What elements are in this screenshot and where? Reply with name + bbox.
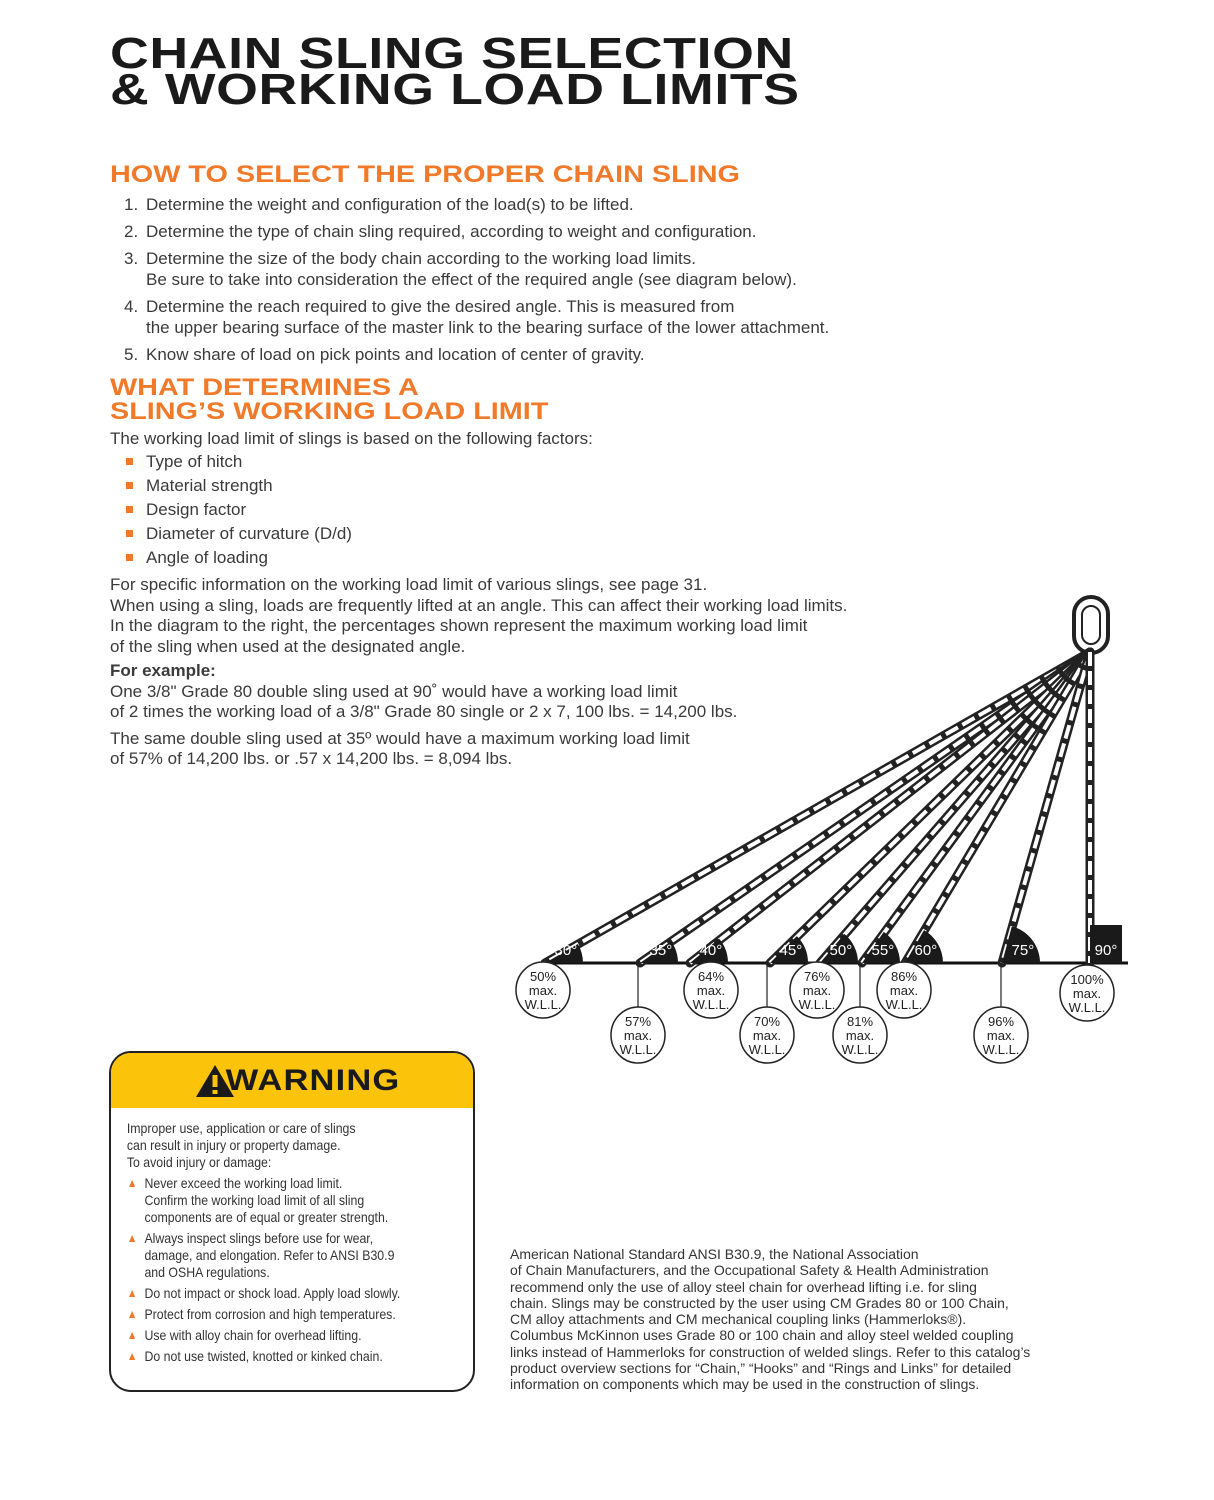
warning-item — [127, 1175, 461, 1226]
para-line: In the diagram to the right, the percentages shown represent the maximum working load limit — [110, 616, 808, 635]
warning-item-line: damage, and elongation. Refer to ANSI B30.9 — [144, 1247, 395, 1263]
warning-item-line: Use with alloy chain for overhead lifting. — [144, 1327, 362, 1343]
warning-intro-line: Improper use, application or care of slings — [126, 1120, 356, 1136]
step-num: 3. — [124, 249, 139, 268]
example-label: For example: — [110, 661, 216, 680]
wll-bubble-text: W.L.L. — [619, 1042, 657, 1057]
triangle-bullet-icon: ▲ — [126, 1286, 138, 1300]
angle-label: 40° — [699, 942, 723, 959]
ansi-line: links instead of Hammerloks for construction of welded slings. Refer to this catalog’s — [510, 1343, 1031, 1360]
triangle-bullet-icon: ▲ — [126, 1231, 138, 1245]
ansi-line: chain. Slings may be constructed by the user using CM Grades 80 or 100 Chain, — [510, 1294, 1009, 1311]
angle-label: 75° — [1011, 942, 1035, 959]
wll-bubble-text: W.L.L. — [885, 997, 923, 1012]
wll-bubble-text: W.L.L. — [692, 997, 730, 1012]
angle-label: 45° — [779, 942, 803, 959]
triangle-bullet-icon: ▲ — [126, 1349, 138, 1363]
step-num: 1. — [124, 195, 139, 214]
wll-bubble-text: W.L.L. — [841, 1042, 879, 1057]
step-num: 4. — [124, 297, 139, 316]
factor-text: Angle of loading — [146, 548, 268, 567]
angle-label: 35° — [649, 942, 673, 959]
wll-bubble-text: max. — [986, 1028, 1016, 1043]
step-text: Determine the size of the body chain according to the working load limits. — [146, 249, 696, 268]
wll-bubble-text: 96% — [987, 1014, 1015, 1029]
step-num: 2. — [124, 222, 139, 241]
ansi-line: information on components which may be used in the construction of slings. — [510, 1376, 980, 1393]
warning-item-line: Protect from corrosion and high temperatures. — [144, 1306, 396, 1322]
warning-item-line: Never exceed the working load limit. — [144, 1175, 343, 1191]
step-text: Determine the reach required to give the desired angle. This is measured from — [146, 297, 735, 316]
step-text: Determine the weight and configuration of the load(s) to be lifted. — [146, 195, 634, 214]
step-text: Be sure to take into consideration the effect of the required angle (see diagram below). — [146, 270, 797, 289]
wll-bubble-text: max. — [528, 983, 558, 998]
warning-body — [111, 1108, 475, 1365]
factor-text: Design factor — [146, 500, 247, 519]
factor-text: Diameter of curvature (D/d) — [146, 524, 352, 543]
wll-bubble-text: 86% — [890, 969, 918, 984]
step-text: the upper bearing surface of the master link to the bearing surface of the lower attachment. — [146, 318, 830, 337]
master-link-inner — [1082, 606, 1100, 644]
wll-bubble-text: 57% — [624, 1014, 652, 1029]
triangle-bullet-icon: ▲ — [126, 1176, 138, 1190]
para-line: of the sling when used at the designated angle. — [110, 636, 466, 656]
warning-title: WARNING — [225, 1063, 401, 1097]
example-line: The same double sling used at 35º would have a maximum working load limit — [110, 728, 690, 748]
para-line: When using a sling, loads are frequently lifted at an angle. This can affect their working load limits. — [110, 595, 848, 615]
wll-bubble-text: 100% — [1070, 972, 1104, 987]
wll-bubble-text: W.L.L. — [748, 1042, 786, 1057]
wll-heading-line-2: SLING’S WORKING LOAD LIMIT — [110, 398, 549, 425]
wll-bubble-text: W.L.L. — [1068, 1000, 1106, 1015]
warning-item-line: Confirm the working load limit of all sling — [144, 1192, 365, 1208]
ansi-line: American National Standard ANSI B30.9, the National Association — [510, 1246, 919, 1262]
step-text: Determine the type of chain sling required, according to weight and configuration. — [146, 222, 757, 241]
warning-item-line: Always inspect slings before use for wear, — [144, 1230, 374, 1246]
wll-bubble-text: max. — [752, 1028, 782, 1043]
ansi-line: Columbus McKinnon uses Grade 80 or 100 chain and alloy steel welded coupling — [510, 1327, 1014, 1344]
wll-bubble-text: max. — [889, 983, 919, 998]
warning-item-line: Do not impact or shock load. Apply load slowly. — [144, 1285, 401, 1301]
angle-label: 90° — [1094, 942, 1118, 959]
para-line: For specific information on the working load limit of various slings, see page 31. — [110, 575, 708, 594]
warning-box — [109, 1051, 475, 1392]
angle-label: 55° — [871, 942, 895, 959]
example-line: of 57% of 14,200 lbs. or .57 x 14,200 lbs. = 8,094 lbs. — [110, 749, 513, 768]
wll-bubble-text: W.L.L. — [524, 997, 562, 1012]
example-line: One 3/8" Grade 80 double sling used at 90˚ would have a working load limit — [110, 681, 678, 701]
factor-text: Material strength — [146, 476, 273, 495]
wll-bubble-text: W.L.L. — [982, 1042, 1020, 1057]
wll-bubble-text: 50% — [529, 969, 557, 984]
title-line-1: CHAIN SLING SELECTION — [110, 29, 794, 78]
wll-bubble-text: max. — [845, 1028, 875, 1043]
step-text: Know share of load on pick points and location of center of gravity. — [146, 345, 645, 364]
warning-item-line: and OSHA regulations. — [144, 1264, 270, 1280]
ansi-line: product overview sections for “Chain,” “Hooks” and “Rings and Links” for detailed — [510, 1360, 1012, 1377]
warning-item — [127, 1327, 461, 1344]
warning-intro-line: can result in injury or property damage. — [126, 1137, 341, 1153]
wll-bubble-text: 76% — [803, 969, 831, 984]
angle-label: 50° — [829, 942, 853, 959]
factor-text: Type of hitch — [146, 452, 243, 471]
ansi-line: of Chain Manufacturers, and the Occupational Safety & Health Administration — [510, 1262, 989, 1279]
wll-intro: The working load limit of slings is based on the following factors: — [110, 429, 593, 448]
wll-bubble-text: max. — [696, 983, 726, 998]
warning-item — [127, 1285, 461, 1302]
warning-item — [127, 1348, 461, 1365]
warning-item — [127, 1230, 461, 1281]
step-num: 5. — [124, 345, 139, 364]
title-line-2: & WORKING LOAD LIMITS — [110, 65, 800, 114]
angle-label: 60° — [914, 942, 938, 959]
wll-bubble-text: W.L.L. — [798, 997, 836, 1012]
warning-header — [111, 1053, 473, 1108]
warning-list — [127, 1175, 461, 1365]
wll-bubble-text: max. — [623, 1028, 653, 1043]
angle-group-90 — [1060, 652, 1122, 1021]
wll-bubble-text: max. — [1072, 986, 1102, 1001]
wll-bubble-text: 64% — [697, 969, 725, 984]
triangle-bullet-icon: ▲ — [126, 1307, 138, 1321]
example-line: of 2 times the working load of a 3/8" Grade 80 single or 2 x 7, 100 lbs. = 14,200 lbs. — [110, 702, 738, 721]
warning-item-line: Do not use twisted, knotted or kinked chain. — [144, 1348, 383, 1364]
ansi-line: recommend only the use of alloy steel chain for overhead lifting i.e. for sling — [510, 1278, 977, 1295]
angle-group-35 — [611, 652, 1090, 1063]
wll-bubble-text: 70% — [753, 1014, 781, 1029]
angle-label: 30° — [554, 942, 578, 959]
wll-bubble-text: max. — [802, 983, 832, 998]
warning-item-line: components are of equal or greater strength. — [144, 1209, 389, 1225]
chain-links — [690, 652, 1090, 963]
ansi-note — [510, 1246, 1110, 1393]
triangle-bullet-icon: ▲ — [126, 1328, 138, 1342]
wll-bubble-text: 81% — [846, 1014, 874, 1029]
warning-item — [127, 1306, 461, 1323]
wll-heading-line-1: WHAT DETERMINES A — [110, 374, 419, 401]
warning-intro-line: To avoid injury or damage: — [126, 1154, 272, 1170]
select-heading: HOW TO SELECT THE PROPER CHAIN SLING — [110, 161, 740, 188]
ansi-line: CM alloy attachments and CM mechanical coupling links (Hammerloks®). — [510, 1311, 967, 1328]
